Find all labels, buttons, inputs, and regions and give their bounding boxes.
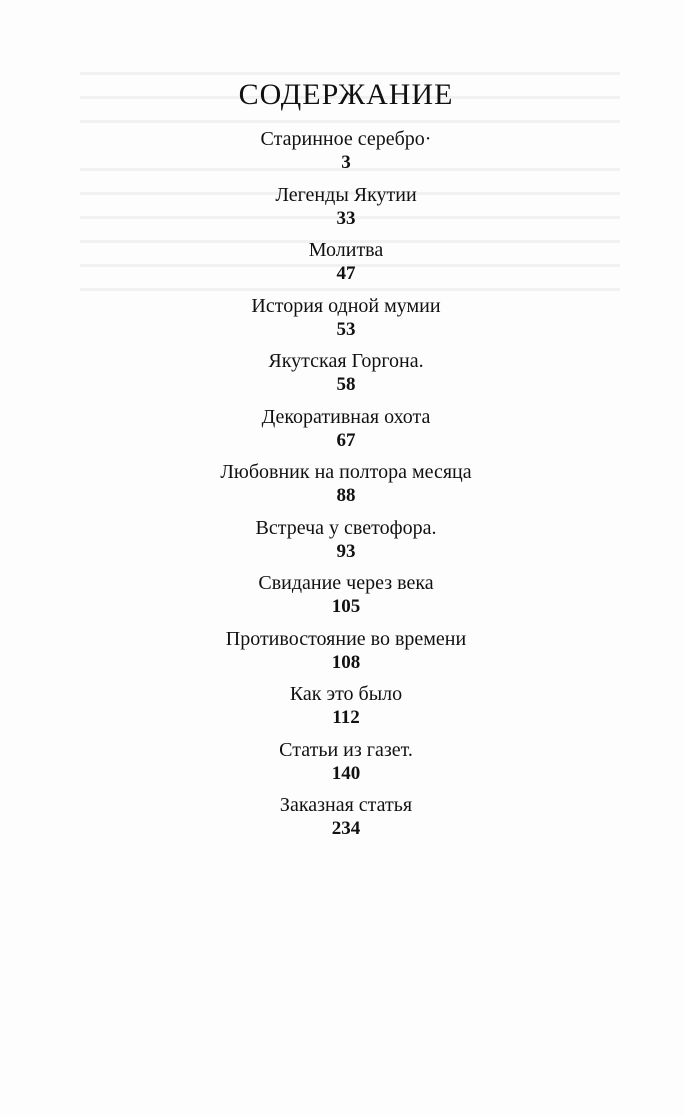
toc-entry-page: 58 [336, 374, 356, 395]
bleed-through-line [80, 72, 620, 75]
toc-entry [0, 681, 684, 737]
toc-entry-title: Статьи из газет. [279, 738, 413, 761]
table-of-contents [0, 126, 684, 848]
toc-entry-title: Декоративная охота [261, 405, 431, 428]
toc-entry [0, 792, 684, 848]
toc-entry-title: Якутская Горгона. [268, 350, 424, 372]
toc-entry [0, 293, 684, 349]
toc-entry [0, 515, 684, 571]
toc-entry [0, 404, 684, 460]
toc-entry [0, 348, 684, 404]
toc-entry-title: Легенды Якутии [275, 183, 417, 206]
toc-entry [0, 459, 684, 515]
toc-entry-page: 67 [336, 429, 356, 451]
toc-entry [0, 182, 684, 238]
toc-entry-title: Свидание через века [258, 572, 434, 594]
toc-entry-page: 105 [331, 596, 361, 617]
toc-entry [0, 126, 684, 182]
toc-entry-title: Встреча у светофора. [255, 516, 437, 539]
toc-entry-title: Противостояние во времени [225, 627, 467, 650]
toc-entry-page: 53 [336, 318, 356, 340]
toc-entry-title: Как это было [289, 683, 403, 705]
toc-entry-page: 234 [331, 818, 361, 839]
toc-entry-title: Старинное серебро· [260, 128, 432, 150]
toc-entry [0, 626, 684, 682]
toc-entry-page: 108 [331, 651, 361, 673]
toc-entry [0, 570, 684, 626]
toc-entry-title: Заказная статья [279, 794, 413, 816]
toc-entry [0, 237, 684, 293]
toc-entry-page: 93 [336, 540, 356, 562]
toc-entry-title: Любовник на полтора месяца [220, 461, 472, 483]
toc-entry-page: 3 [341, 152, 351, 173]
toc-entry-title: История одной мумии [251, 294, 441, 317]
page-title: СОДЕРЖАНИЕ [238, 78, 454, 112]
toc-entry [0, 737, 684, 793]
toc-entry-title: Молитва [308, 239, 384, 261]
toc-entry-page: 47 [336, 263, 356, 284]
toc-entry-page: 33 [336, 207, 356, 229]
toc-entry-page: 112 [332, 707, 360, 728]
toc-entry-page: 88 [336, 485, 356, 506]
toc-entry-page: 140 [331, 762, 361, 784]
bleed-through-line [80, 120, 620, 123]
